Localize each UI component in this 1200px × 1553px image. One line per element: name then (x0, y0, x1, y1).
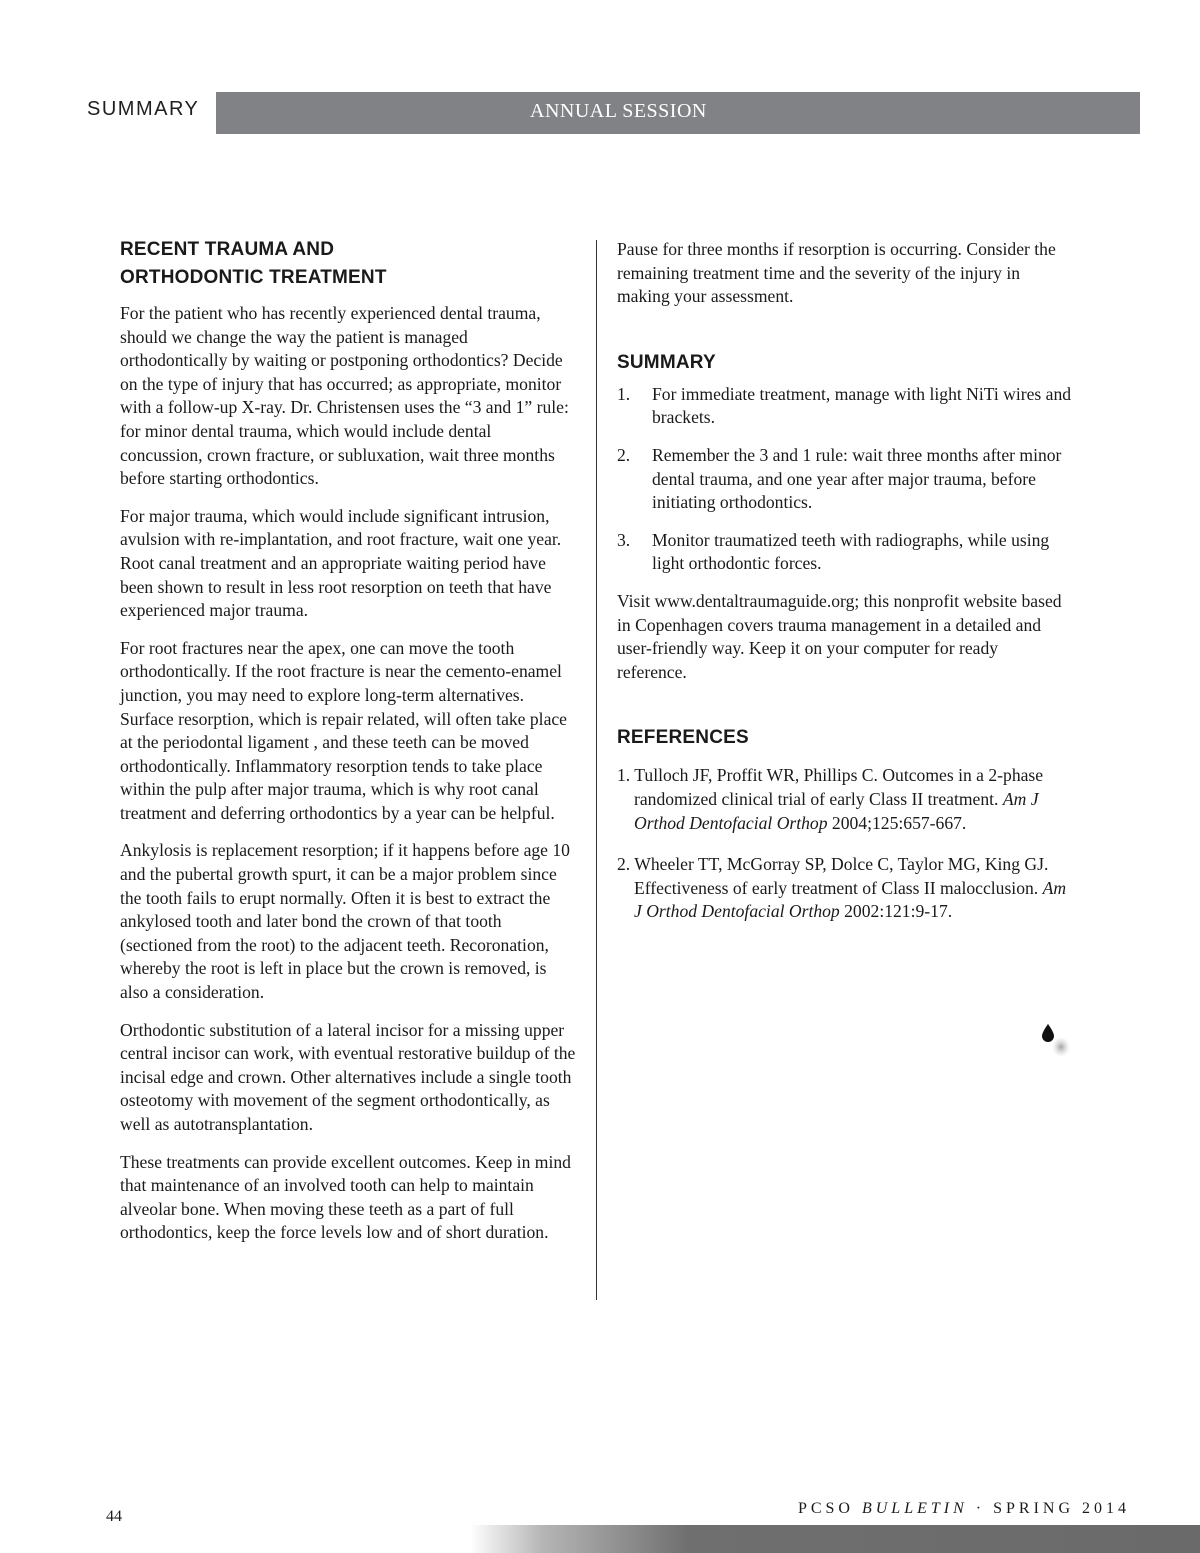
paragraph: For root fractures near the apex, one can move the tooth orthodontically. If the root fracture is near the cemento-enamel junction, you may need to explore long-term alternatives. Surface resorption, which is repair related, will often take place at the periodontal ligament , and these teeth can be moved orthodontically. Inflammatory resorption tends to take place within the pulp after major trauma, which is why root canal treatment and deferring orthodontics by a year can be helpful. (120, 637, 567, 823)
reference-journal: Am J Orthod Dentofacial Orthop (634, 877, 1067, 922)
summary-item-number: 1. (617, 383, 631, 404)
left-column (120, 236, 578, 1259)
references-list (617, 764, 1072, 924)
footer-bar (470, 1525, 1200, 1553)
summary-item-text: For immediate treatment, manage with light NiTi wires and brackets. (652, 383, 1072, 428)
summary-item-number: 3. (617, 529, 631, 550)
reference-item (617, 764, 1072, 835)
reference-citation: 1. Tulloch JF, Proffit WR, Phillips C. Outcomes in a 2-phase randomized clinical trial of early Class II treatment. (617, 765, 1044, 809)
footer-separator: · (967, 1500, 994, 1517)
summary-item (617, 383, 1072, 430)
footer-publication: BULLETIN (861, 1500, 968, 1517)
reference-item (617, 853, 1072, 924)
references-heading: REFERENCES (617, 727, 749, 749)
intro-paragraph: Pause for three months if resorption is occurring. Consider the remaining treatment time and the severity of the injury in making your assessment. (617, 239, 1056, 307)
paragraph: These treatments can provide excellent outcomes. Keep in mind that maintenance of an involved tooth can help to maintain alveolar bone. When moving these teeth as a part of full orthodontics, keep the force levels low and of short duration. (120, 1151, 571, 1243)
column-divider (596, 240, 597, 1300)
visit-paragraph: Visit www.dentaltraumaguide.org; this nonprofit website based in Copenhagen covers trauma management in a detailed and user-friendly way. Keep it on your computer for ready reference. (617, 590, 1062, 682)
summary-list (617, 383, 1072, 576)
summary-item (617, 444, 1072, 515)
paragraph: For major trauma, which would include significant intrusion, avulsion with re-implantation, and root fracture, wait one year. Root canal treatment and an appropriate waiting period have been shown to result in less root resorption on teeth that have experienced major trauma. (120, 505, 562, 621)
summary-item-text: Remember the 3 and 1 rule: wait three months after minor dental trauma, and one year after major trauma, before initiating orthodontics. (652, 444, 1062, 513)
footer-publication-line (798, 1500, 1130, 1518)
summary-heading: SUMMARY (617, 351, 716, 373)
footer-org: PCSO (797, 1500, 862, 1517)
right-column (617, 238, 1072, 942)
paragraph: For the patient who has recently experienced dental trauma, should we change the way the patient is managed orthodontically by waiting or postponing orthodontics? Decide on the type of injury that has occurred; as appropriate, monitor with a follow-up X-ray. Dr. Christensen uses the “3 and 1” rule: for minor dental trauma, which would include dental concussion, crown fracture, or subluxation, wait three months before starting orthodontics. (120, 303, 569, 489)
article-heading-line-1: RECENT TRAUMA AND (120, 239, 335, 260)
reference-journal: Am J Orthod Dentofacial Orthop (634, 788, 1039, 833)
footer-issue: SPRING 2014 (993, 1500, 1130, 1517)
summary-item-text: Monitor traumatized teeth with radiographs, while using light orthodontic forces. (652, 529, 1050, 574)
header-bar (216, 92, 1140, 134)
summary-item-number: 2. (617, 444, 631, 465)
end-mark-drop-icon (1040, 1020, 1070, 1064)
reference-volume: 2004;125:657-667. (827, 812, 967, 833)
summary-item (617, 529, 1072, 576)
header-bar-title: ANNUAL SESSION (530, 100, 707, 122)
paragraph: Ankylosis is replacement resorption; if it happens before age 10 and the pubertal growth spurt, it can be a major problem since the tooth fails to erupt normally. Often it is best to extract the ankylosed tooth and later bond the crown of that tooth (sectioned from the root) to the adjacent teeth. Recoronation, whereby the root is left in place but the crown is removed, is also a consideration. (120, 840, 570, 1003)
article-heading-line-2: ORTHODONTIC TREATMENT (120, 267, 387, 288)
article-heading (120, 236, 578, 292)
page-number: 44 (106, 1508, 122, 1525)
section-label: SUMMARY (87, 98, 200, 120)
paragraph: Orthodontic substitution of a lateral incisor for a missing upper central incisor can work, with eventual restorative buildup of the incisal edge and crown. Other alternatives include a single tooth osteotomy with movement of the segment orthodontically, as well as autotransplantation. (120, 1019, 576, 1134)
reference-volume: 2002:121:9-17. (839, 901, 953, 922)
reference-citation: 2. Wheeler TT, McGorray SP, Dolce C, Taylor MG, King GJ. Effectiveness of early treatment of Class II malocclusion. (617, 854, 1049, 898)
